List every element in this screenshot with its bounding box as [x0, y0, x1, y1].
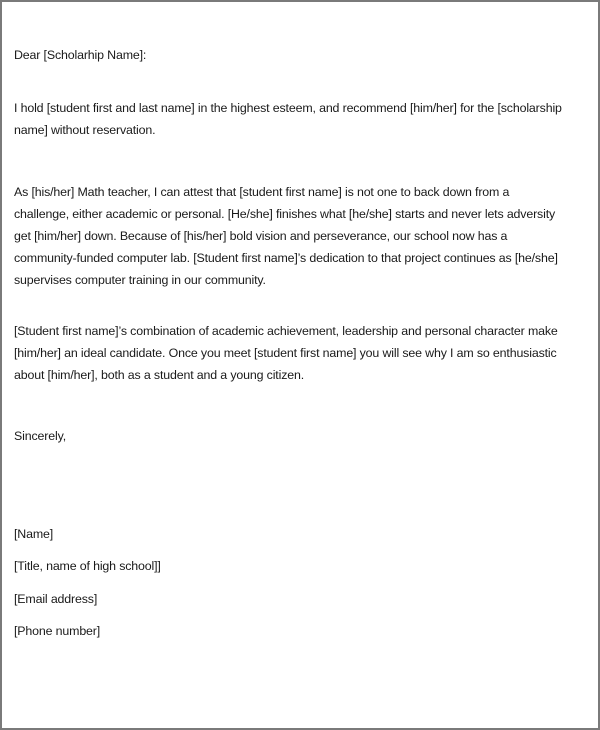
- paragraph-line: challenge, either academic or personal. [He/she] finishes what [he/she] starts and never lets adversity: [14, 207, 556, 221]
- paragraph-recommendation: [14, 97, 574, 141]
- paragraph-line: community-funded computer lab. [Student first name]’s dedication to that project continues as [he/she]: [14, 251, 558, 265]
- paragraph-line: supervises computer training in our community.: [14, 273, 266, 287]
- paragraph-summary: [14, 320, 574, 386]
- paragraph-line: [Student first name]’s combination of academic achievement, leadership and personal character make: [14, 324, 558, 338]
- signature-email: [Email address]: [14, 592, 98, 606]
- paragraph-line: [him/her] an ideal candidate. Once you meet [student first name] you will see why I am so enthusiastic: [14, 346, 557, 360]
- salutation: Dear [Scholarhip Name]:: [14, 48, 147, 62]
- paragraph-attestation: [14, 181, 574, 291]
- signature-phone: [Phone number]: [14, 624, 101, 638]
- paragraph-line: about [him/her], both as a student and a young citizen.: [14, 368, 305, 382]
- paragraph-line: As [his/her] Math teacher, I can attest that [student first name] is not one to back down from a: [14, 185, 510, 199]
- paragraph-line: get [him/her] down. Because of [his/her] bold vision and perseverance, our school now has a: [14, 229, 508, 243]
- paragraph-line: I hold [student first and last name] in the highest esteem, and recommend [him/her] for the [scholarship: [14, 101, 562, 115]
- signature-name: [Name]: [14, 527, 54, 541]
- closing: Sincerely,: [14, 429, 66, 443]
- paragraph-line: name] without reservation.: [14, 123, 156, 137]
- signature-title: [Title, name of high school]]: [14, 559, 161, 573]
